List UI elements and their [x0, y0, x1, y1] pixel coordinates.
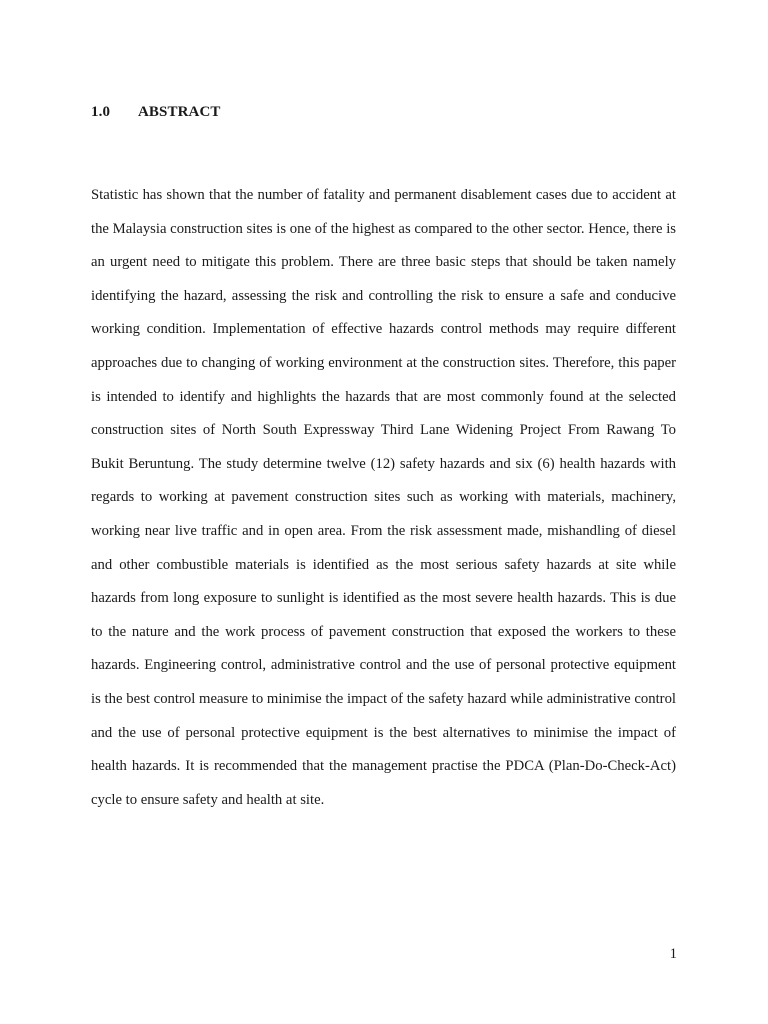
page-number: 1 [669, 946, 677, 962]
section-heading [91, 103, 221, 121]
section-title: ABSTRACT [138, 104, 221, 120]
abstract-paragraph: Statistic has shown that the number of fatality and permanent disablement cases due to accident at the Malaysia construction sites is one of the highest as compared to the other sector. Hence, there is an urgent need to mitigate this problem. There are three basic steps that should be taken namely identifying the hazard, assessing the risk and controlling the risk to ensure a safe and conducive working condition. Implementation of effective hazards control methods may require different approaches due to changing of working environment at the construction sites. Therefore, this paper is intended to identify and highlights the hazards that are most commonly found at the selected construction sites of North South Expressway Third Lane Widening Project From Rawang To Bukit Beruntung. The study determine twelve (12) safety hazards and six (6) health hazards with regards to working at pavement construction sites such as working with materials, machinery, working near live traffic and in open area. From the risk assessment made, mishandling of diesel and other combustible materials is identified as the most serious safety hazards at site while hazards from long exposure to sunlight is identified as the most severe health hazards. This is due to the nature and the work process of pavement construction that exposed the workers to these hazards. Engineering control, administrative control and the use of personal protective equipment is the best control measure to minimise the impact of the safety hazard while administrative control and the use of personal protective equipment is the best alternatives to minimise the impact of health hazards. It is recommended that the management practise the PDCA (Plan-Do-Check-Act) cycle to ensure safety and health at site. [91, 187, 676, 808]
section-number: 1.0 [91, 104, 111, 120]
